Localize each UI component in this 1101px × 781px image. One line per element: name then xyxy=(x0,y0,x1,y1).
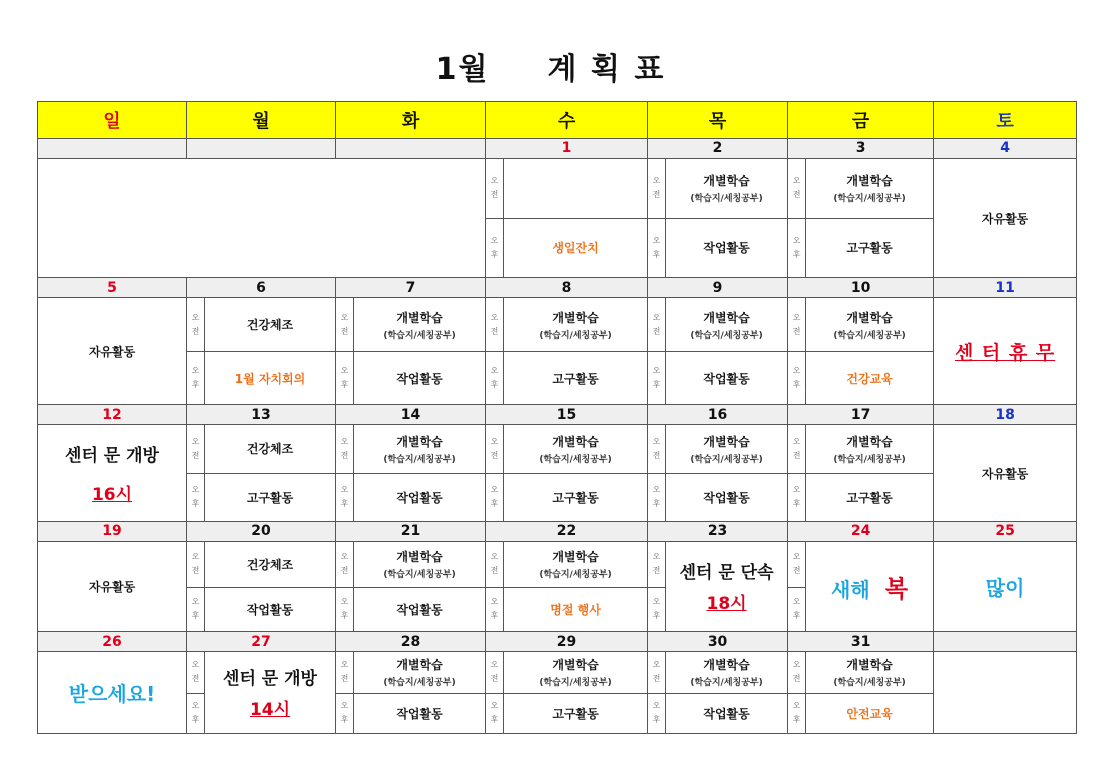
am-marker: 오 전 xyxy=(336,541,354,587)
activity-study: 개별학습 (학습지/세칭공부) xyxy=(666,651,788,693)
date-28: 28 xyxy=(336,632,486,652)
center-close-18: 센터 문 단속 18시 xyxy=(666,541,788,631)
activity-study: 개별학습 (학습지/세칭공부) xyxy=(354,651,486,693)
date-27: 27 xyxy=(187,632,336,652)
date-26: 26 xyxy=(38,632,187,652)
am-marker: 오 전 xyxy=(486,651,504,693)
activity-safety-edu: 안전교육 xyxy=(806,693,934,733)
weekday-header-row xyxy=(38,102,1077,139)
activity-free: 자유활동 xyxy=(38,298,187,405)
weekday-thu: 목 xyxy=(648,102,788,139)
pm-row xyxy=(38,473,1077,521)
activity-study: 개별학습 (학습지/세칭공부) xyxy=(354,298,486,352)
activity-birthday: 생일잔치 xyxy=(504,218,648,278)
date-2: 2 xyxy=(648,138,788,158)
pm-marker: 오 후 xyxy=(648,351,666,405)
date-11: 11 xyxy=(934,278,1077,298)
am-row xyxy=(38,158,1077,218)
date-20: 20 xyxy=(187,521,336,541)
activity-craft: 고구활동 xyxy=(504,693,648,733)
date-21: 21 xyxy=(336,521,486,541)
activity-study: 개별학습 (학습지/세칭공부) xyxy=(504,425,648,473)
center-open-16: 센터 문 개방 16시 xyxy=(38,425,187,522)
am-marker: 오 전 xyxy=(336,298,354,352)
date-cell-empty xyxy=(38,138,187,158)
activity-study: 개별학습 (학습지/세칭공부) xyxy=(666,425,788,473)
date-row xyxy=(38,521,1077,541)
date-10: 10 xyxy=(788,278,934,298)
activity-work: 작업활동 xyxy=(666,693,788,733)
date-31: 31 xyxy=(788,632,934,652)
date-25: 25 xyxy=(934,521,1077,541)
activity-work: 작업활동 xyxy=(666,351,788,405)
pm-marker: 오 후 xyxy=(187,587,205,631)
page-title xyxy=(0,44,1101,88)
am-marker: 오 전 xyxy=(187,425,205,473)
activity-work: 작업활동 xyxy=(354,351,486,405)
activity-craft: 고구활동 xyxy=(504,473,648,521)
am-marker: 오 전 xyxy=(648,158,666,218)
am-marker: 오 전 xyxy=(788,651,806,693)
date-7: 7 xyxy=(336,278,486,298)
activity-study: 개별학습 (학습지/세칭공부) xyxy=(504,651,648,693)
date-cell-empty xyxy=(336,138,486,158)
activity-work: 작업활동 xyxy=(354,473,486,521)
date-row xyxy=(38,632,1077,652)
greeting-part-1: 새해 복 xyxy=(806,541,934,631)
activity-free: 자유활동 xyxy=(934,425,1077,522)
pm-marker: 오 후 xyxy=(486,218,504,278)
date-4: 4 xyxy=(934,138,1077,158)
date-row xyxy=(38,278,1077,298)
am-marker: 오 전 xyxy=(187,298,205,352)
activity-cell xyxy=(504,158,648,218)
am-row xyxy=(38,425,1077,473)
pm-marker: 오 후 xyxy=(788,351,806,405)
am-row xyxy=(38,541,1077,587)
am-row xyxy=(38,651,1077,693)
pm-marker: 오 후 xyxy=(486,351,504,405)
pm-marker: 오 후 xyxy=(486,587,504,631)
am-marker: 오 전 xyxy=(648,541,666,587)
am-row xyxy=(38,298,1077,352)
am-marker: 오 전 xyxy=(486,425,504,473)
pm-marker: 오 후 xyxy=(648,473,666,521)
am-marker: 오 전 xyxy=(648,651,666,693)
activity-exercise: 건강체조 xyxy=(205,298,336,352)
activity-craft: 고구활동 xyxy=(504,351,648,405)
date-8: 8 xyxy=(486,278,648,298)
empty-cell xyxy=(38,158,486,278)
title-month: 1월 xyxy=(435,52,490,87)
date-6: 6 xyxy=(187,278,336,298)
am-marker: 오 전 xyxy=(187,651,205,693)
activity-work: 작업활동 xyxy=(666,473,788,521)
pm-marker: 오 후 xyxy=(187,351,205,405)
pm-marker: 오 후 xyxy=(187,693,205,733)
date-18: 18 xyxy=(934,405,1077,425)
pm-marker: 오 후 xyxy=(648,218,666,278)
pm-marker: 오 후 xyxy=(788,693,806,733)
am-marker: 오 전 xyxy=(336,651,354,693)
pm-marker: 오 후 xyxy=(648,693,666,733)
activity-exercise: 건강체조 xyxy=(205,541,336,587)
pm-marker: 오 후 xyxy=(648,587,666,631)
pm-row xyxy=(38,693,1077,733)
date-17: 17 xyxy=(788,405,934,425)
date-23: 23 xyxy=(648,521,788,541)
am-marker: 오 전 xyxy=(486,541,504,587)
activity-study: 개별학습 (학습지/세칭공부) xyxy=(806,298,934,352)
am-marker: 오 전 xyxy=(788,541,806,587)
activity-study: 개별학습 (학습지/세칭공부) xyxy=(666,158,788,218)
date-15: 15 xyxy=(486,405,648,425)
greeting-part-2: 많이 xyxy=(934,541,1077,631)
activity-holiday-event: 명절 행사 xyxy=(504,587,648,631)
pm-marker: 오 후 xyxy=(336,473,354,521)
weekday-sat: 토 xyxy=(934,102,1077,139)
date-14: 14 xyxy=(336,405,486,425)
pm-marker: 오 후 xyxy=(187,473,205,521)
activity-free: 자유활동 xyxy=(38,541,187,631)
activity-exercise: 건강체조 xyxy=(205,425,336,473)
date-12: 12 xyxy=(38,405,187,425)
activity-craft: 고구활동 xyxy=(806,218,934,278)
date-5: 5 xyxy=(38,278,187,298)
am-marker: 오 전 xyxy=(486,158,504,218)
pm-marker: 오 후 xyxy=(336,587,354,631)
activity-health-edu: 건강교육 xyxy=(806,351,934,405)
am-marker: 오 전 xyxy=(486,298,504,352)
date-24: 24 xyxy=(788,521,934,541)
date-13: 13 xyxy=(187,405,336,425)
am-marker: 오 전 xyxy=(336,425,354,473)
activity-work: 작업활동 xyxy=(354,693,486,733)
activity-craft: 고구활동 xyxy=(806,473,934,521)
date-22: 22 xyxy=(486,521,648,541)
activity-study: 개별학습 (학습지/세칭공부) xyxy=(354,425,486,473)
pm-marker: 오 후 xyxy=(788,218,806,278)
date-29: 29 xyxy=(486,632,648,652)
weekday-mon: 월 xyxy=(187,102,336,139)
pm-marker: 오 후 xyxy=(336,351,354,405)
activity-work: 작업활동 xyxy=(354,587,486,631)
center-closed: 센 터 휴 무 xyxy=(934,298,1077,405)
date-cell-empty xyxy=(187,138,336,158)
pm-row xyxy=(38,351,1077,405)
pm-marker: 오 후 xyxy=(788,473,806,521)
weekday-wed: 수 xyxy=(486,102,648,139)
pm-marker: 오 후 xyxy=(788,587,806,631)
calendar-table xyxy=(37,101,1077,734)
date-row xyxy=(38,138,1077,158)
greeting-part-3: 받으세요! xyxy=(38,651,187,733)
activity-study: 개별학습 (학습지/세칭공부) xyxy=(504,298,648,352)
activity-council: 1월 자치회의 xyxy=(205,351,336,405)
am-marker: 오 전 xyxy=(788,158,806,218)
date-9: 9 xyxy=(648,278,788,298)
am-marker: 오 전 xyxy=(788,298,806,352)
am-marker: 오 전 xyxy=(788,425,806,473)
pm-marker: 오 후 xyxy=(486,473,504,521)
am-marker: 오 전 xyxy=(648,298,666,352)
date-3: 3 xyxy=(788,138,934,158)
activity-work: 작업활동 xyxy=(205,587,336,631)
date-16: 16 xyxy=(648,405,788,425)
am-marker: 오 전 xyxy=(648,425,666,473)
center-open-14: 센터 문 개방 14시 xyxy=(205,651,336,733)
title-label: 계 획 표 xyxy=(547,52,666,87)
pm-marker: 오 후 xyxy=(486,693,504,733)
weekday-sun: 일 xyxy=(38,102,187,139)
empty-cell xyxy=(934,651,1077,733)
activity-craft: 고구활동 xyxy=(205,473,336,521)
am-marker: 오 전 xyxy=(187,541,205,587)
date-row xyxy=(38,405,1077,425)
date-cell-empty xyxy=(934,632,1077,652)
activity-study: 개별학습 (학습지/세칭공부) xyxy=(806,651,934,693)
weekday-fri: 금 xyxy=(788,102,934,139)
weekday-tue: 화 xyxy=(336,102,486,139)
activity-study: 개별학습 (학습지/세칭공부) xyxy=(666,298,788,352)
pm-marker: 오 후 xyxy=(336,693,354,733)
activity-study: 개별학습 (학습지/세칭공부) xyxy=(806,425,934,473)
date-1: 1 xyxy=(486,138,648,158)
activity-study: 개별학습 (학습지/세칭공부) xyxy=(354,541,486,587)
activity-study: 개별학습 (학습지/세칭공부) xyxy=(806,158,934,218)
date-19: 19 xyxy=(38,521,187,541)
activity-work: 작업활동 xyxy=(666,218,788,278)
date-30: 30 xyxy=(648,632,788,652)
activity-study: 개별학습 (학습지/세칭공부) xyxy=(504,541,648,587)
activity-free: 자유활동 xyxy=(934,158,1077,278)
